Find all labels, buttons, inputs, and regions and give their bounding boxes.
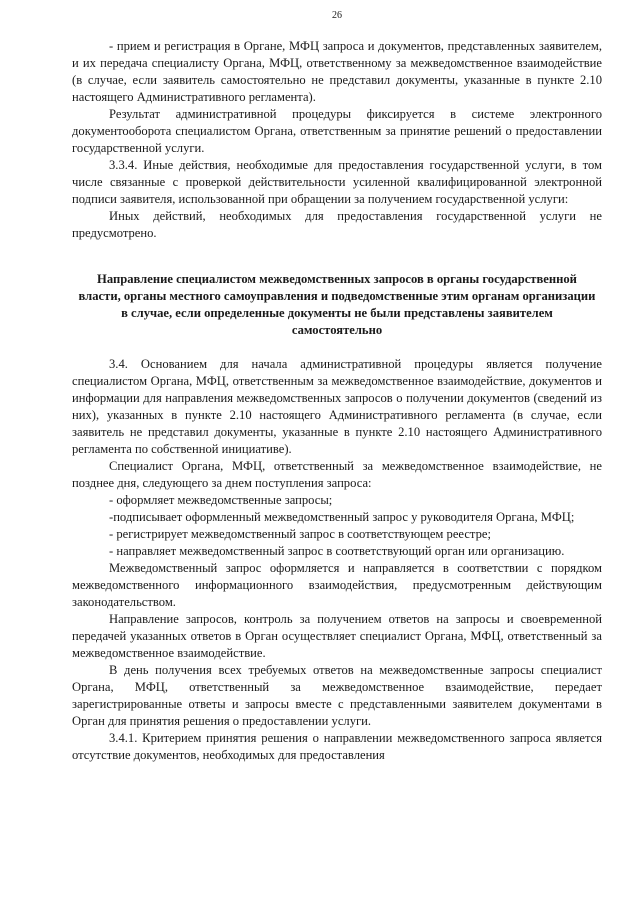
paragraph-procedure-result: Результат административной процедуры фиксируется в системе электронного документооборота специалистом Органа, ответственным за принятие решений о предоставлении государственной услуги. — [72, 107, 602, 155]
paragraph-answers-transfer: В день получения всех требуемых ответов на межведомственные запросы специалист Органа, МФЦ, ответственный за межведомственное взаимодействие, передает зарегистрированные ответы и запросы вместе с представленными заявителем документами в Орган для принятия решения о предоставлении услуги. — [72, 663, 602, 728]
page-number: 26 — [332, 10, 342, 21]
paragraph-request-control: Направление запросов, контроль за получением ответов на запросы и своевременной передачей указанных ответов в Орган осуществляет специалист Органа, МФЦ, ответственный за межведомственное взаимодействие. — [72, 612, 602, 660]
paragraph-registration-step: - прием и регистрация в Органе, МФЦ запроса и документов, представленных заявителем, и их передача специалисту Органа, МФЦ, ответственному за межведомственное взаимодействие (в случае, если заявитель самостоятельно не представил документы, указанные в пункте 2.10 настоящего Административного регламента). — [72, 39, 602, 104]
paragraph-specialist-duties: Специалист Органа, МФЦ, ответственный за межведомственное взаимодействие, не позднее дня, следующего за днем поступления запроса: — [72, 459, 602, 490]
paragraph-3-4: 3.4. Основанием для начала административной процедуры является получение специалистом Органа, МФЦ, ответственным за межведомственное взаимодействие, документов и информации для направления межведомственных запросов о получении документов (сведений из них), указанных в пункте 2.10 настоящего Административного регламента (в случае, если заявитель не представил документы, указанные в пункте 2.10 настоящего Административного регламента по собственной инициативе). — [72, 357, 602, 456]
list-item-send-request: - направляет межведомственный запрос в соответствующий орган или организацию. — [109, 544, 565, 558]
paragraph-3-3-4: 3.3.4. Иные действия, необходимые для предоставления государственной услуги, в том числе связанные с проверкой действительности усиленной квалифицированной электронной подписи заявителя, использованной при обращении за получением государственной услуги: — [72, 158, 602, 206]
list-item-sign-request: -подписывает оформленный межведомственный запрос у руководителя Органа, МФЦ; — [109, 510, 575, 524]
document-page — [72, 10, 602, 764]
paragraph-no-other-actions: Иных действий, необходимых для предоставления государственной услуги не предусмотрено. — [72, 209, 602, 240]
list-item-register-request: - регистрирует межведомственный запрос в соответствующем реестре; — [109, 527, 491, 541]
paragraph-request-procedure: Межведомственный запрос оформляется и направляется в соответствии с порядком межведомственного информационного взаимодействия, предусмотренным действующим законодательством. — [72, 561, 602, 609]
paragraph-3-4-1: 3.4.1. Критерием принятия решения о направлении межведомственного запроса является отсутствие документов, необходимых для предоставления — [72, 731, 602, 762]
section-heading: Направление специалистом межведомственных запросов в органы государственной власти, органы местного самоуправления и подведомственные этим органам организации в случае, если определенные документы не были представлены заявителем самостоятельно — [78, 272, 596, 337]
list-item-prepare-requests: - оформляет межведомственные запросы; — [109, 493, 333, 507]
